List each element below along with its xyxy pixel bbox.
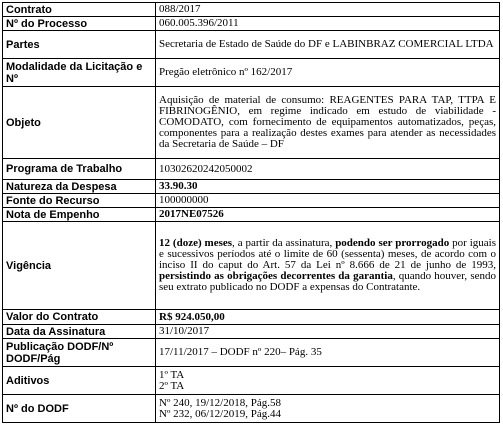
label-dodf: Nº do DODF	[3, 395, 156, 423]
value-aditivos	[156, 367, 500, 395]
value-contrato: 088/2017	[156, 3, 500, 17]
row-vigencia	[3, 222, 500, 310]
label-partes: Partes	[3, 31, 156, 59]
value-fonte: 100000000	[156, 194, 500, 208]
contract-summary-table	[2, 2, 500, 423]
label-natureza: Natureza da Despesa	[3, 180, 156, 194]
vigencia-text-c: , quando houver, sendo seu extrato publicado no DODF a expensas do Contratante.	[159, 270, 496, 293]
aditivo-item: 1º TA	[159, 368, 185, 381]
value-publicacao: 17/11/2017 – DODF nº 220– Pág. 35	[156, 339, 500, 367]
value-dodf	[156, 395, 500, 423]
label-fonte: Fonte do Recurso	[3, 194, 156, 208]
label-objeto: Objeto	[3, 87, 156, 159]
value-vigencia	[156, 222, 500, 310]
label-programa: Programa de Trabalho	[3, 159, 156, 180]
label-contrato: Contrato	[3, 3, 156, 17]
row-publicacao	[3, 339, 500, 367]
label-aditivos: Aditivos	[3, 367, 156, 395]
vigencia-text-b: por iguais e sucessivos períodos até o limite de 60 (sessenta) meses, de acordo com o inciso II do caput do Art. 57 da Lei nº 8.666 de 21 de junho de 1993,	[159, 237, 496, 271]
aditivo-item: 2º TA	[159, 379, 185, 392]
row-partes	[3, 31, 500, 59]
vigencia-garantia: persistindo as obrigações decorrentes da garantia	[159, 270, 393, 282]
label-publicacao: Publicação DODF/Nº DODF/Pág	[3, 339, 156, 367]
row-modalidade	[3, 59, 500, 87]
value-valor: R$ 924.050,00	[156, 310, 500, 325]
row-valor	[3, 310, 500, 325]
label-valor: Valor do Contrato	[3, 310, 156, 325]
dodf-item: Nº 232, 06/12/2019, Pág.44	[159, 407, 281, 420]
row-contrato	[3, 3, 500, 17]
row-aditivos	[3, 367, 500, 395]
row-empenho	[3, 208, 500, 222]
value-processo: 060.005.396/2011	[156, 17, 500, 31]
label-vigencia: Vigência	[3, 222, 156, 310]
label-processo: Nº do Processo	[3, 17, 156, 31]
value-assinatura: 31/10/2017	[156, 325, 500, 339]
value-modalidade: Pregão eletrônico nº 162/2017	[156, 59, 500, 87]
row-dodf	[3, 395, 500, 423]
value-programa: 10302620242050002	[156, 159, 500, 180]
row-programa	[3, 159, 500, 180]
label-empenho: Nota de Empenho	[3, 208, 156, 222]
label-assinatura: Data da Assinatura	[3, 325, 156, 339]
row-objeto	[3, 87, 500, 159]
row-assinatura	[3, 325, 500, 339]
vigencia-term: 12 (doze) meses	[159, 237, 233, 249]
label-modalidade: Modalidade da Licitação e Nº	[3, 59, 156, 87]
value-empenho: 2017NE07526	[156, 208, 500, 222]
dodf-item: Nº 240, 19/12/2018, Pág.58	[159, 396, 281, 409]
value-natureza: 33.90.30	[156, 180, 500, 194]
row-fonte	[3, 194, 500, 208]
vigencia-text-a: , a partir da assinatura,	[232, 237, 336, 249]
row-processo	[3, 17, 500, 31]
vigencia-prorrogacao: podendo ser prorrogado	[335, 237, 450, 249]
row-natureza	[3, 180, 500, 194]
value-objeto: Aquisição de material de consumo: REAGENTES PARA TAP, TTPA E FIBRINOGÊNIO, em regime indicado em estudo de viabilidade - COMODATO, com fornecimento de equipamentos automatizados, peças, componentes para a realização destes exames para atender as necessidades da Secretaria de Saúde – DF	[156, 87, 500, 159]
value-partes: Secretaria de Estado de Saúde do DF e LABINBRAZ COMERCIAL LTDA	[156, 31, 500, 59]
